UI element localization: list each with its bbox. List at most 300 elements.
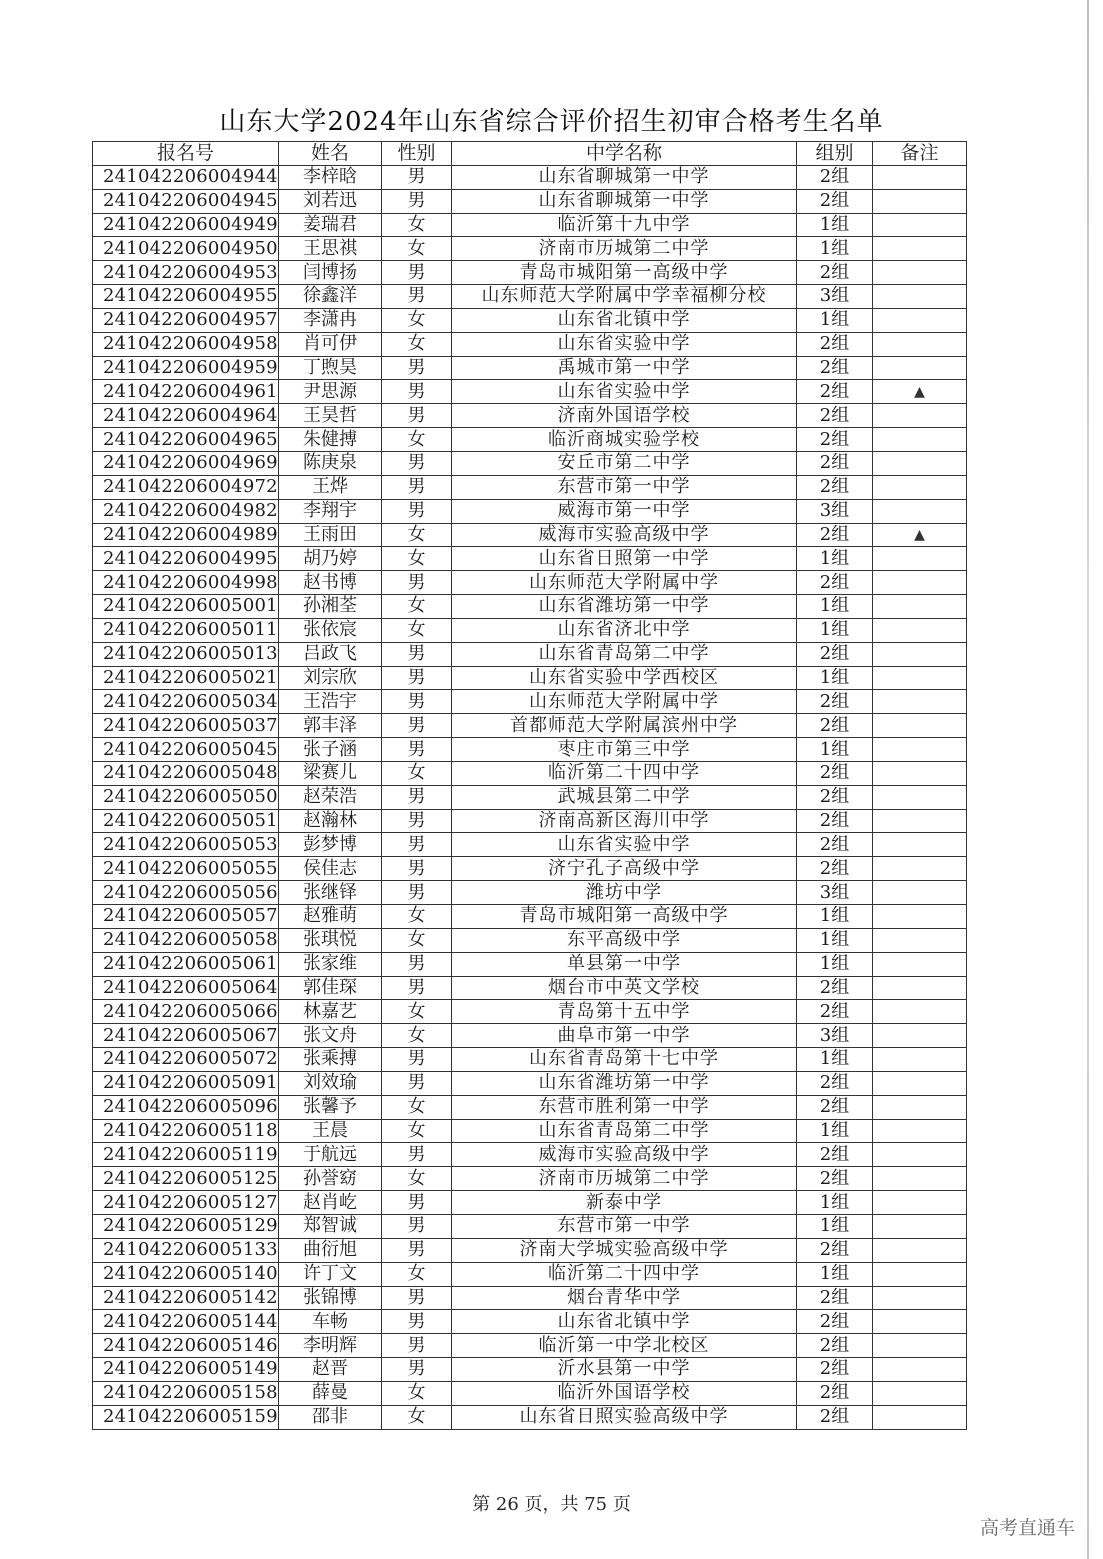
table-row [93, 308, 967, 332]
cell-school: 枣庄市第三中学 [452, 738, 797, 762]
cell-gender: 男 [382, 1048, 452, 1072]
cell-group: 2组 [797, 1286, 873, 1310]
cell-name: 郑智诚 [279, 1214, 382, 1238]
table-row [93, 976, 967, 1000]
cell-note [873, 1310, 967, 1334]
cell-gender: 男 [382, 952, 452, 976]
cell-group: 1组 [797, 952, 873, 976]
cell-gender: 男 [382, 380, 452, 404]
candidate-table [92, 141, 967, 1430]
cell-group: 1组 [797, 928, 873, 952]
cell-school: 山东师范大学附属中学 [452, 690, 797, 714]
cell-group: 2组 [797, 785, 873, 809]
cell-note [873, 905, 967, 929]
cell-id: 241042206004945 [93, 189, 279, 213]
cell-id: 241042206005127 [93, 1191, 279, 1215]
table-row [93, 1358, 967, 1382]
cell-gender: 男 [382, 285, 452, 309]
cell-name: 李翔宇 [279, 499, 382, 523]
cell-school: 山东省济北中学 [452, 618, 797, 642]
cell-note [873, 881, 967, 905]
cell-note [873, 1358, 967, 1382]
cell-note [873, 690, 967, 714]
cell-school: 山东省实验中学 [452, 332, 797, 356]
table-row [93, 666, 967, 690]
document-title: 山东大学2024年山东省综合评价招生初审合格考生名单 [219, 107, 884, 137]
cell-group: 2组 [797, 1000, 873, 1024]
table-row [93, 451, 967, 475]
cell-group: 2组 [797, 833, 873, 857]
cell-gender: 男 [382, 1191, 452, 1215]
header-id: 报名号 [93, 142, 279, 166]
cell-gender: 女 [382, 1024, 452, 1048]
cell-gender: 女 [382, 1405, 452, 1429]
cell-name: 张乘搏 [279, 1048, 382, 1072]
cell-note [873, 237, 967, 261]
cell-school: 东营市第一中学 [452, 1214, 797, 1238]
cell-group: 1组 [797, 666, 873, 690]
table-row [93, 714, 967, 738]
cell-group: 1组 [797, 1048, 873, 1072]
cell-group: 2组 [797, 332, 873, 356]
cell-id: 241042206005091 [93, 1071, 279, 1095]
cell-group: 1组 [797, 213, 873, 237]
cell-group: 1组 [797, 237, 873, 261]
cell-group: 2组 [797, 428, 873, 452]
cell-name: 赵荣浩 [279, 785, 382, 809]
cell-id: 241042206005051 [93, 809, 279, 833]
table-row [93, 809, 967, 833]
cell-note [873, 1143, 967, 1167]
cell-name: 曲衍旭 [279, 1238, 382, 1262]
cell-id: 241042206005146 [93, 1334, 279, 1358]
cell-group: 2组 [797, 475, 873, 499]
cell-group: 2组 [797, 165, 873, 189]
cell-note [873, 475, 967, 499]
header-note: 备注 [873, 142, 967, 166]
table-row [93, 905, 967, 929]
cell-gender: 女 [382, 547, 452, 571]
cell-school: 青岛市城阳第一高级中学 [452, 905, 797, 929]
table-row [93, 1191, 967, 1215]
table-row [93, 523, 967, 547]
cell-note: ▲ [873, 380, 967, 404]
cell-id: 241042206004953 [93, 261, 279, 285]
cell-group: 2组 [797, 1334, 873, 1358]
cell-id: 241042206004958 [93, 332, 279, 356]
cell-name: 丁煦昊 [279, 356, 382, 380]
cell-group: 2组 [797, 1095, 873, 1119]
cell-name: 闫博扬 [279, 261, 382, 285]
table-row [93, 475, 967, 499]
cell-gender: 男 [382, 1286, 452, 1310]
cell-school: 临沂商城实验学校 [452, 428, 797, 452]
cell-name: 赵晋 [279, 1358, 382, 1382]
table-row [93, 189, 967, 213]
table-row [93, 1310, 967, 1334]
cell-school: 首都师范大学附属滨州中学 [452, 714, 797, 738]
cell-group: 2组 [797, 1167, 873, 1191]
cell-id: 241042206005125 [93, 1167, 279, 1191]
cell-note [873, 1095, 967, 1119]
cell-id: 241042206005149 [93, 1358, 279, 1382]
cell-school: 威海市实验高级中学 [452, 523, 797, 547]
cell-note [873, 1405, 967, 1429]
cell-group: 3组 [797, 881, 873, 905]
cell-note [873, 1334, 967, 1358]
cell-note [873, 428, 967, 452]
table-row [93, 690, 967, 714]
cell-id: 241042206004972 [93, 475, 279, 499]
cell-name: 王烨 [279, 475, 382, 499]
cell-gender: 男 [382, 499, 452, 523]
table-row [93, 1048, 967, 1072]
cell-note [873, 356, 967, 380]
cell-note [873, 308, 967, 332]
table-row [93, 1262, 967, 1286]
cell-school: 山东省聊城第一中学 [452, 165, 797, 189]
cell-gender: 男 [382, 1310, 452, 1334]
cell-id: 241042206005045 [93, 738, 279, 762]
table-header-row [93, 142, 967, 166]
cell-name: 林嘉艺 [279, 1000, 382, 1024]
cell-note [873, 833, 967, 857]
cell-name: 孙湘荃 [279, 595, 382, 619]
cell-note [873, 761, 967, 785]
cell-note [873, 1238, 967, 1262]
cell-id: 241042206004969 [93, 451, 279, 475]
cell-id: 241042206005034 [93, 690, 279, 714]
cell-school: 东平高级中学 [452, 928, 797, 952]
cell-group: 2组 [797, 642, 873, 666]
cell-school: 山东省日照实验高级中学 [452, 1405, 797, 1429]
cell-gender: 男 [382, 666, 452, 690]
cell-name: 郭佳琛 [279, 976, 382, 1000]
cell-group: 2组 [797, 714, 873, 738]
cell-school: 山东师范大学附属中学 [452, 571, 797, 595]
cell-note [873, 404, 967, 428]
cell-group: 2组 [797, 976, 873, 1000]
cell-name: 朱健搏 [279, 428, 382, 452]
cell-group: 2组 [797, 451, 873, 475]
cell-gender: 男 [382, 1143, 452, 1167]
cell-school: 武城县第二中学 [452, 785, 797, 809]
cell-id: 241042206005056 [93, 881, 279, 905]
cell-group: 2组 [797, 1310, 873, 1334]
cell-school: 临沂第二十四中学 [452, 1262, 797, 1286]
cell-gender: 女 [382, 761, 452, 785]
cell-name: 张文舟 [279, 1024, 382, 1048]
cell-group: 1组 [797, 1191, 873, 1215]
table-row [93, 833, 967, 857]
cell-name: 赵雅萌 [279, 905, 382, 929]
cell-school: 山东省北镇中学 [452, 1310, 797, 1334]
cell-note [873, 332, 967, 356]
cell-name: 邵非 [279, 1405, 382, 1429]
cell-note [873, 1024, 967, 1048]
cell-school: 东营市第一中学 [452, 475, 797, 499]
cell-gender: 女 [382, 428, 452, 452]
cell-gender: 男 [382, 690, 452, 714]
cell-gender: 女 [382, 1381, 452, 1405]
cell-school: 临沂第一中学北校区 [452, 1334, 797, 1358]
cell-gender: 男 [382, 404, 452, 428]
cell-school: 潍坊中学 [452, 881, 797, 905]
table-row [93, 213, 967, 237]
cell-group: 2组 [797, 1071, 873, 1095]
cell-id: 241042206005001 [93, 595, 279, 619]
cell-school: 山东省潍坊第一中学 [452, 1071, 797, 1095]
cell-id: 241042206005061 [93, 952, 279, 976]
cell-note [873, 547, 967, 571]
cell-school: 新泰中学 [452, 1191, 797, 1215]
cell-id: 241042206004961 [93, 380, 279, 404]
cell-name: 于航远 [279, 1143, 382, 1167]
cell-id: 241042206004995 [93, 547, 279, 571]
cell-gender: 女 [382, 595, 452, 619]
cell-group: 1组 [797, 595, 873, 619]
cell-school: 青岛市城阳第一高级中学 [452, 261, 797, 285]
cell-id: 241042206005159 [93, 1405, 279, 1429]
cell-note [873, 1119, 967, 1143]
cell-id: 241042206004959 [93, 356, 279, 380]
cell-name: 张依宸 [279, 618, 382, 642]
cell-group: 2组 [797, 523, 873, 547]
cell-note [873, 785, 967, 809]
cell-name: 张琪悦 [279, 928, 382, 952]
table-row [93, 952, 967, 976]
cell-name: 赵瀚林 [279, 809, 382, 833]
cell-school: 山东省潍坊第一中学 [452, 595, 797, 619]
cell-id: 241042206005158 [93, 1381, 279, 1405]
cell-school: 济南市历城第二中学 [452, 237, 797, 261]
table-row [93, 1000, 967, 1024]
cell-note [873, 666, 967, 690]
cell-id: 241042206005129 [93, 1214, 279, 1238]
table-row [93, 1214, 967, 1238]
cell-id: 241042206004982 [93, 499, 279, 523]
cell-note [873, 714, 967, 738]
cell-school: 威海市实验高级中学 [452, 1143, 797, 1167]
cell-school: 山东省日照第一中学 [452, 547, 797, 571]
cell-note [873, 1262, 967, 1286]
cell-id: 241042206005142 [93, 1286, 279, 1310]
table-row [93, 1167, 967, 1191]
cell-id: 241042206004957 [93, 308, 279, 332]
cell-gender: 男 [382, 1214, 452, 1238]
cell-gender: 男 [382, 165, 452, 189]
cell-group: 1组 [797, 1119, 873, 1143]
cell-note [873, 976, 967, 1000]
cell-school: 沂水县第一中学 [452, 1358, 797, 1382]
cell-name: 徐鑫洋 [279, 285, 382, 309]
cell-group: 3组 [797, 285, 873, 309]
cell-group: 1组 [797, 308, 873, 332]
cell-gender: 女 [382, 1262, 452, 1286]
cell-name: 王浩宇 [279, 690, 382, 714]
cell-name: 王昊哲 [279, 404, 382, 428]
cell-school: 济南高新区海川中学 [452, 809, 797, 833]
table-row [93, 571, 967, 595]
table-row [93, 1143, 967, 1167]
table-row [93, 547, 967, 571]
watermark-text: 高考直通车 [979, 1517, 1075, 1539]
cell-note [873, 952, 967, 976]
cell-id: 241042206004965 [93, 428, 279, 452]
table-body [93, 165, 967, 1429]
cell-name: 李明辉 [279, 1334, 382, 1358]
cell-group: 1组 [797, 738, 873, 762]
cell-name: 李潇冉 [279, 308, 382, 332]
cell-school: 济宁孔子高级中学 [452, 857, 797, 881]
cell-note [873, 642, 967, 666]
cell-gender: 女 [382, 1095, 452, 1119]
cell-id: 241042206005144 [93, 1310, 279, 1334]
cell-gender: 男 [382, 857, 452, 881]
cell-group: 3组 [797, 1024, 873, 1048]
cell-id: 241042206005013 [93, 642, 279, 666]
table-row [93, 404, 967, 428]
cell-id: 241042206005050 [93, 785, 279, 809]
cell-name: 胡乃婷 [279, 547, 382, 571]
cell-name: 王晨 [279, 1119, 382, 1143]
cell-school: 曲阜市第一中学 [452, 1024, 797, 1048]
table-row [93, 380, 967, 404]
cell-group: 1组 [797, 1214, 873, 1238]
cell-note [873, 809, 967, 833]
cell-gender: 女 [382, 523, 452, 547]
table-row [93, 1381, 967, 1405]
cell-id: 241042206005021 [93, 666, 279, 690]
table-row [93, 618, 967, 642]
cell-note [873, 571, 967, 595]
cell-name: 车畅 [279, 1310, 382, 1334]
cell-name: 王雨田 [279, 523, 382, 547]
table-row [93, 738, 967, 762]
cell-name: 刘宗欣 [279, 666, 382, 690]
cell-name: 姜瑞君 [279, 213, 382, 237]
cell-note [873, 213, 967, 237]
cell-name: 张继铎 [279, 881, 382, 905]
cell-gender: 女 [382, 928, 452, 952]
cell-group: 1组 [797, 547, 873, 571]
cell-id: 241042206005133 [93, 1238, 279, 1262]
cell-gender: 女 [382, 1000, 452, 1024]
cell-note [873, 165, 967, 189]
cell-gender: 男 [382, 785, 452, 809]
cell-group: 2组 [797, 761, 873, 785]
cell-school: 山东省青岛第二中学 [452, 1119, 797, 1143]
cell-group: 2组 [797, 690, 873, 714]
cell-name: 王思祺 [279, 237, 382, 261]
cell-note [873, 261, 967, 285]
cell-name: 郭丰泽 [279, 714, 382, 738]
cell-gender: 男 [382, 714, 452, 738]
cell-school: 山东省实验中学西校区 [452, 666, 797, 690]
cell-school: 山东师范大学附属中学幸福柳分校 [452, 285, 797, 309]
table-row [93, 1071, 967, 1095]
cell-gender: 男 [382, 475, 452, 499]
table-row [93, 761, 967, 785]
cell-name: 张锦博 [279, 1286, 382, 1310]
cell-name: 张家维 [279, 952, 382, 976]
cell-group: 2组 [797, 404, 873, 428]
cell-group: 2组 [797, 1381, 873, 1405]
cell-gender: 男 [382, 451, 452, 475]
page-number: 第 26 页，共 75 页 [472, 1494, 631, 1515]
cell-id: 241042206005048 [93, 761, 279, 785]
cell-school: 临沂第十九中学 [452, 213, 797, 237]
cell-gender: 男 [382, 1238, 452, 1262]
cell-name: 孙誉窈 [279, 1167, 382, 1191]
cell-note [873, 1071, 967, 1095]
table-row [93, 1119, 967, 1143]
cell-note [873, 857, 967, 881]
cell-note [873, 928, 967, 952]
scan-edge-line [1087, 0, 1089, 1559]
cell-group: 2组 [797, 380, 873, 404]
cell-school: 山东省实验中学 [452, 833, 797, 857]
table-row [93, 356, 967, 380]
cell-gender: 男 [382, 642, 452, 666]
cell-gender: 男 [382, 189, 452, 213]
cell-note [873, 618, 967, 642]
cell-name: 尹思源 [279, 380, 382, 404]
cell-name: 刘效瑜 [279, 1071, 382, 1095]
cell-group: 2组 [797, 261, 873, 285]
cell-name: 刘若迅 [279, 189, 382, 213]
cell-note [873, 1167, 967, 1191]
table-row [93, 928, 967, 952]
table-row [93, 785, 967, 809]
cell-gender: 男 [382, 356, 452, 380]
cell-name: 梁赛儿 [279, 761, 382, 785]
cell-gender: 女 [382, 905, 452, 929]
cell-gender: 男 [382, 261, 452, 285]
cell-gender: 男 [382, 809, 452, 833]
cell-school: 安丘市第二中学 [452, 451, 797, 475]
cell-name: 赵书博 [279, 571, 382, 595]
cell-id: 241042206005119 [93, 1143, 279, 1167]
cell-note [873, 1286, 967, 1310]
cell-school: 临沂第二十四中学 [452, 761, 797, 785]
cell-group: 1组 [797, 1262, 873, 1286]
cell-note [873, 285, 967, 309]
cell-school: 济南市历城第二中学 [452, 1167, 797, 1191]
cell-group: 1组 [797, 905, 873, 929]
cell-school: 济南大学城实验高级中学 [452, 1238, 797, 1262]
cell-note [873, 1214, 967, 1238]
cell-school: 单县第一中学 [452, 952, 797, 976]
cell-id: 241042206005011 [93, 618, 279, 642]
cell-gender: 女 [382, 332, 452, 356]
table-row [93, 237, 967, 261]
cell-id: 241042206005058 [93, 928, 279, 952]
cell-note [873, 451, 967, 475]
cell-id: 241042206005067 [93, 1024, 279, 1048]
cell-id: 241042206005055 [93, 857, 279, 881]
cell-school: 济南外国语学校 [452, 404, 797, 428]
cell-name: 吕政飞 [279, 642, 382, 666]
cell-group: 2组 [797, 571, 873, 595]
cell-note: ▲ [873, 523, 967, 547]
cell-name: 李梓晗 [279, 165, 382, 189]
cell-group: 2组 [797, 1405, 873, 1429]
cell-school: 禹城市第一中学 [452, 356, 797, 380]
cell-note [873, 738, 967, 762]
cell-gender: 女 [382, 308, 452, 332]
cell-gender: 女 [382, 1119, 452, 1143]
